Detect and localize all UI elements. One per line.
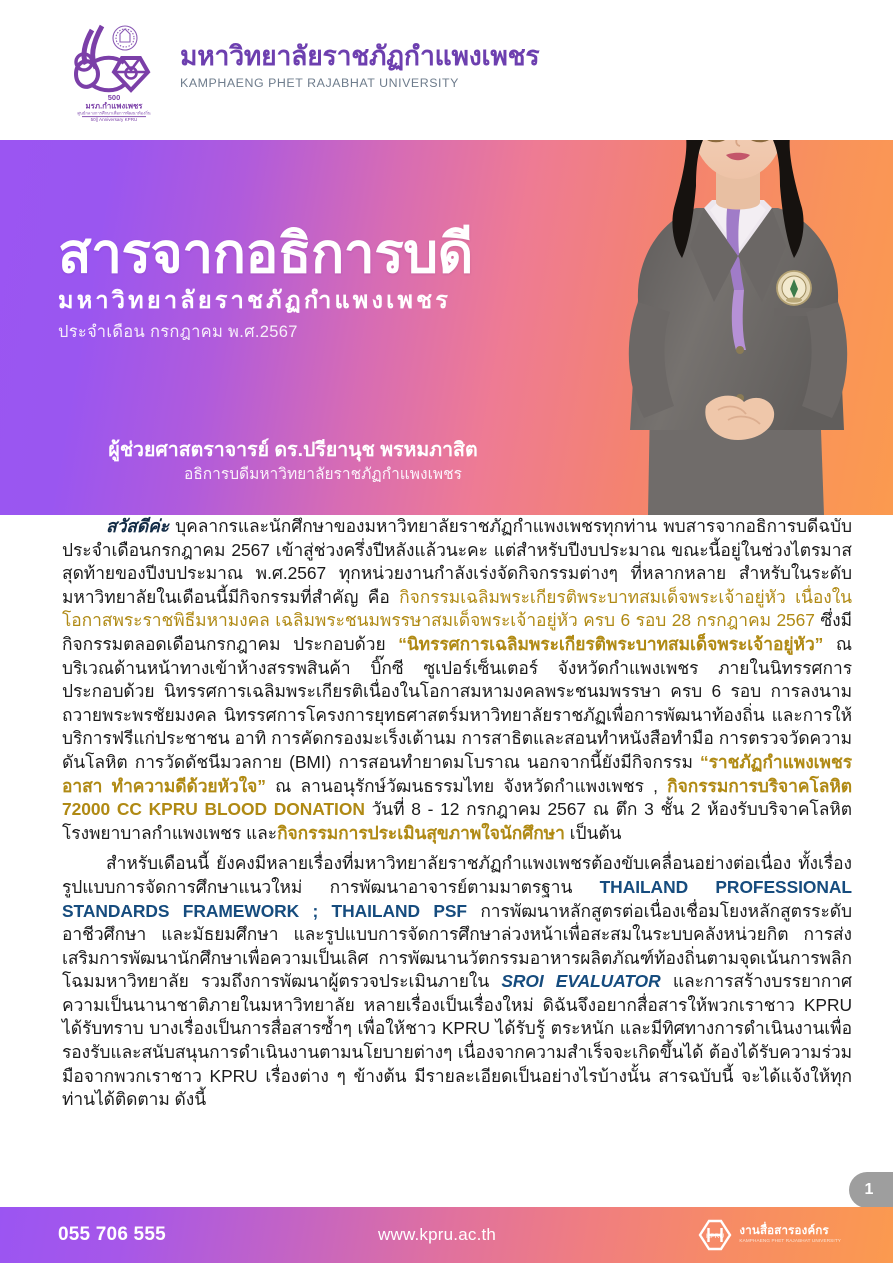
university-name-th: มหาวิทยาลัยราชภัฏกำแพงเพชร <box>180 40 540 71</box>
p1-segment-4: ณ ลานอนุรักษ์วัฒนธรรมไทย จังหวัดกำแพงเพชร , <box>265 775 668 796</box>
p2-highlight-2: SROI EVALUATOR <box>501 971 661 992</box>
p2-segment-1: สำหรับเดือนนี้ ยังคงมีหลายเรื่องที่มหาวิทยาลัยราชภัฏกำแพงเพชรต้องขับเคลื่อนอย่างต่อเนื่อง ทั้งเรื่องรูปแบบการจัดการศึกษาแนวใหม่ การพัฒนาอาจารย์ตามมาตรฐาน <box>62 853 852 897</box>
footer-brand-block <box>698 1219 841 1251</box>
p1-segment-1: บุคลากรและนักศึกษาของมหาวิทยาลัยราชภัฏกำแพงเพชรทุกท่าน พบสารจากอธิการบดีฉบับประจำเดือนกรกฎาคม 2567 เข้าสู่ช่วงครึ่งปีหลังแล้วนะคะ แต่สำหรับปีงบประมาณ ขณะนี้อยู่ในช่วงไตรมาสสุดท้ายของปีงบประมาณ พ.ศ.2567 ทุกหน่วยงานกำลังเร่งจัดกิจกรรมต่างๆ ที่หลากหลาย สำหรับในระดับมหาวิทยาลัยในเดือนนี้มีกิจกรรมที่สำคัญ คือ <box>62 516 852 607</box>
footer-phone-number[interactable]: 055 706 555 <box>58 1224 166 1245</box>
page-header <box>0 0 893 140</box>
p1-highlight-5: กิจกรรมการประเมินสุขภาพใจนักศึกษา <box>277 822 565 843</box>
p1-highlight-1: กิจกรรมเฉลิมพระเกียรติพระบาทสมเด็จพระเจ้าอยู่หัว เนื่องในโอกาสพระราชพิธีมหามงคล เฉลิมพระชนมพรรษาสมเด็จพระเจ้าอยู่หัว ครบ 6 รอบ 28 กรกฎาคม 2567 <box>62 586 852 631</box>
p2-highlight-1: THAILAND PROFESSIONAL STANDARDS FRAMEWORK ; THAILAND PSF <box>62 876 852 921</box>
footer-website-link[interactable]: www.kpru.ac.th <box>378 1225 497 1244</box>
p1-segment-6: เป็นต้น <box>564 822 622 843</box>
p1-segment-3: ณ บริเวณด้านหน้าทางเข้าห้างสรรพสินค้า บิ๊กซี ซูเปอร์เซ็นเตอร์ จังหวัดกำแพงเพชร ภายในนิทรรศการ ประกอบด้วย นิทรรศการเฉลิมพระเกียรติเนื่องในโอกาสมหามงคลพระชนมพรรษา ครบ 6 รอบ การลงนามถวายพระพรชัยมงคล นิทรรศการโครงการยุทธศาสตร์มหาวิทยาลัยราชภัฏเพื่อการพัฒนาท้องถิ่น และการให้บริการฟรีแก่ประชาชน อาทิ การคัดกรองมะเร็งเต้านม การสาธิตและสอนทำหนังสือทำมือ การตรวจวัดความดันโลหิต การวัดดัชนีมวลกาย (BMI) การสอนทำยาดมโบราณ นอกจากนี้ยังมีกิจกรรม <box>62 633 852 772</box>
rector-name: ผู้ช่วยศาสตราจารย์ ดร.ปรียานุช พรหมภาสิต <box>108 439 478 461</box>
hero-title: สารจากอธิการบดี <box>58 222 473 284</box>
p1-highlight-3: “ราชภัฏกำแพงเพชรอาสา ทำความดีด้วยหัวใจ” <box>62 751 852 796</box>
page-number-badge: 1 <box>849 1172 893 1208</box>
university-name-en: KAMPHAENG PHET RAJABHAT UNIVERSITY <box>180 75 459 90</box>
kpru-hexagon-logo-icon <box>698 1219 732 1251</box>
svg-text:ศูนย์กลางการศึกษาเพื่อการพัฒนา: ศูนย์กลางการศึกษาเพื่อการพัฒนาท้องถิ่น <box>77 110 151 116</box>
footer-brand-text <box>739 1226 841 1244</box>
greeting-text: สวัสดีค่ะ <box>106 516 169 536</box>
kpru-50th-anniversary-logo-icon <box>62 18 166 122</box>
svg-text:KPRU: KPRU <box>706 1233 725 1240</box>
p1-highlight-4: กิจกรรมการบริจาคโลหิต 72000 CC KPRU BLOOD DONATION <box>62 775 852 820</box>
p1-segment-2: ซึ่งมีกิจกรรมตลอดเดือนกรกฎาคม ประกอบด้วย <box>62 610 853 654</box>
page-footer <box>0 1207 893 1263</box>
p2-segment-3: และการสร้างบรรยากาศความเป็นนานาชาติภายในมหาวิทยาลัย หลายเรื่องเป็นเรื่องใหม่ ดิฉันจึงอยากสื่อสารให้พวกเราชาว KPRU ได้รับทราบ บางเรื่องเป็นการสื่อสารซ้ำๆ เพื่อให้ชาว KPRU ได้รับรู้ ตระหนัก และมีทิศทางการดำเนินงานเพื่อรองรับและสนับสนุนการดำเนินงานตามนโยบายต่างๆ เนื่องจากความสำเร็จจะเกิดขึ้นได้ ต้องได้รับความร่วมมือจากพวกเราชาว KPRU เรื่องต่าง ๆ ข้างต้น มีรายละเอียดเป็นอย่างไรบ้างนั้น สารฉบับนี้ จะได้แจ้งให้ทุกท่านได้ติดตาม ดังนี้ <box>62 971 852 1110</box>
hero-banner <box>0 140 893 515</box>
logo-caption-th: มรภ.กำแพงเพชร <box>85 101 143 111</box>
hero-heading-block <box>58 222 473 344</box>
article-body <box>62 515 852 1112</box>
logo-year: 500 <box>107 93 121 102</box>
footer-brand-th: งานสื่อสารองค์กร <box>739 1224 829 1237</box>
p1-segment-5: วันที่ 8 - 12 กรกฎาคม 2567 ณ ตึก 3 ชั้น 2 ห้องรับบริจาคโลหิต โรงพยาบาลกำแพงเพชร และ <box>62 799 852 843</box>
p1-highlight-2: “นิทรรศการเฉลิมพระเกียรติพระบาทสมเด็จพระเจ้าอยู่หัว” <box>398 633 824 654</box>
p2-segment-2: การพัฒนาหลักสูตรต่อเนื่องเชื่อมโยงหลักสูตรระดับอาชีวศึกษา และมัธยมศึกษา และรูปแบบการจัดการศึกษาล่วงหน้าเพื่อสะสมในระบบคลังหน่วยกิต การส่งเสริมการพัฒนานักศึกษาเพื่อความเป็นเลิศ การพัฒนานวัตกรรมอาหารผลิตภัณฑ์ท้องถิ่นตามจุดเน้นการพลิกโฉมมหาวิทยาลัย รวมถึงการพัฒนาผู้ตรวจประเมินภายใน <box>62 900 852 992</box>
rector-role: อธิการบดีมหาวิทยาลัยราชภัฏกำแพงเพชร <box>184 466 462 484</box>
hero-person-block <box>58 438 528 486</box>
header-titles <box>180 42 539 98</box>
footer-brand-en: KAMPHAENG PHET RAJABHAT UNIVERSITY <box>739 1238 841 1244</box>
paragraph-1 <box>62 515 852 845</box>
paragraph-2 <box>62 852 852 1112</box>
hero-subtitle: มหาวิทยาลัยราชภัฏกำแพงเพชร <box>58 287 452 314</box>
hero-month-label: ประจำเดือน กรกฎาคม พ.ศ.2567 <box>58 322 298 341</box>
logo-caption-en: 50∥ Anniversary KPRU <box>90 117 138 122</box>
